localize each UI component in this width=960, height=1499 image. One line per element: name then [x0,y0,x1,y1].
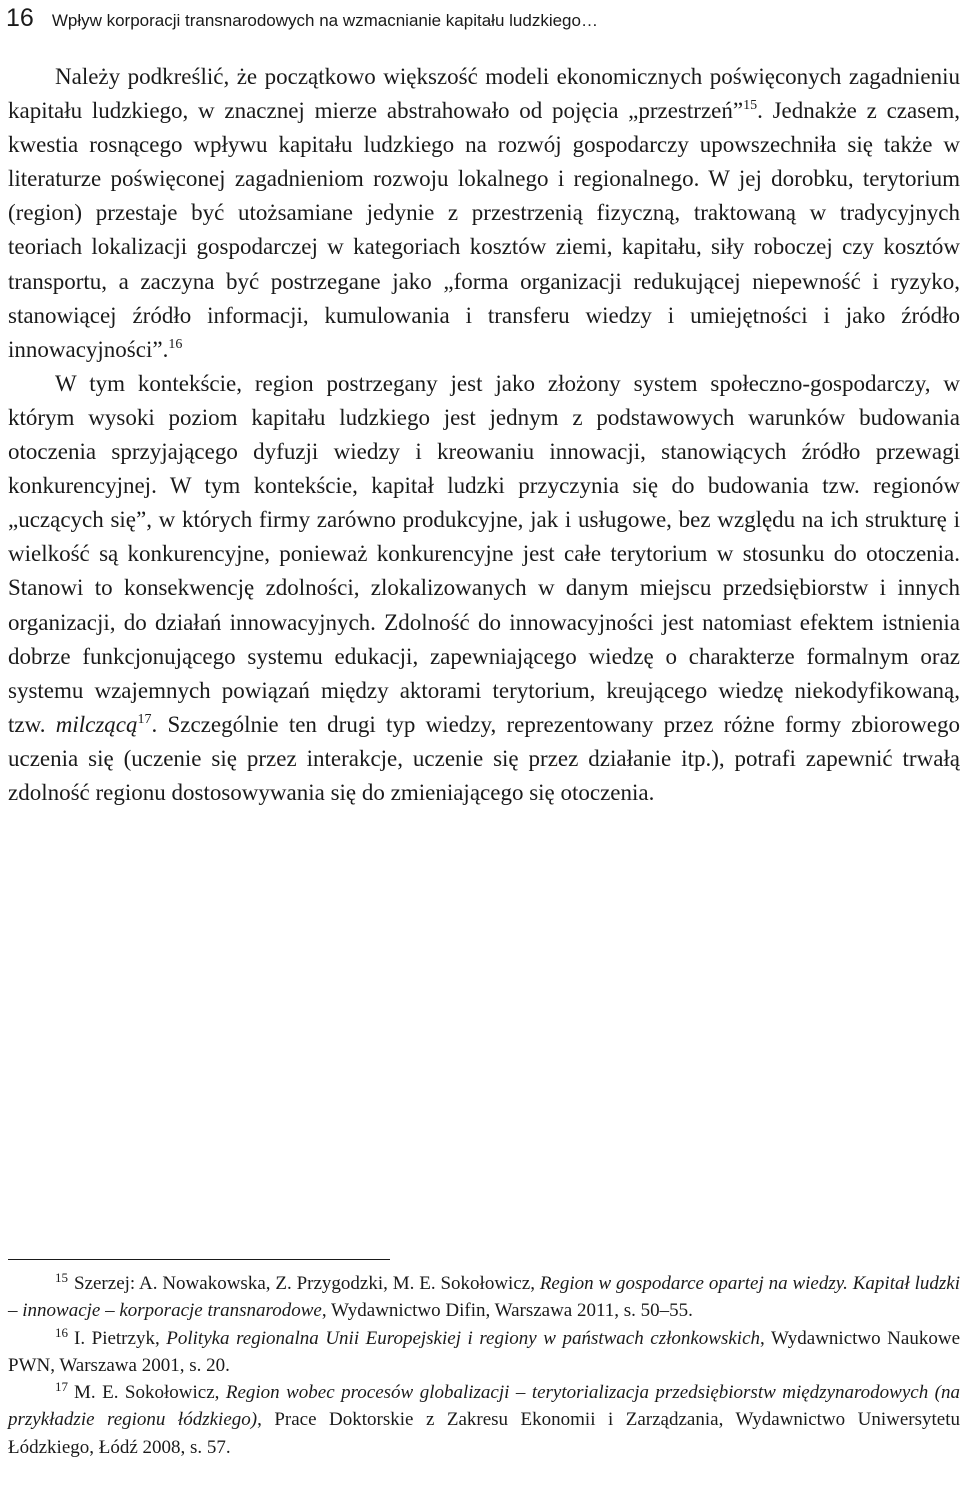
footnote-text: Szerzej: A. Nowakowska, Z. Przygodzki, M. E. Sokołowicz, [74,1273,540,1294]
footnote-title: Region wobec procesów globalizacji – terytorializacja przedsiębiorstw międzynarodowych (na przykładzie regionu łódzkiego) [8,1382,960,1431]
body-text [8,60,960,810]
footnote-15 [8,1270,960,1325]
footnote-ref-16: 16 [168,336,183,352]
italic-term: milczącą [55,711,138,737]
footnote-text: I. Pietrzyk, [74,1327,167,1349]
footnotes [8,1270,960,1461]
footnote-ref-15: 15 [743,98,758,114]
paragraph-text: Należy podkreślić, że początkowo większość modeli ekonomicznych poświęconych zagadnieniu kapitału ludzkiego, w znacznej mierze abstrahowało od pojęcia „przestrzeń” [8,64,960,124]
footnote-number: 16 [55,1324,68,1340]
footnote-text: M. E. Sokołowicz, [74,1382,226,1404]
footnote-title: Polityka regionalna Unii Europejskiej i regiony w państwach członkowskich [166,1327,761,1349]
footnote-text: , Wydawnictwo Naukowe PWN, Warszawa 2001, s. 20. [8,1327,960,1376]
footnote-title: Region w gospodarce opartej na wiedzy. Kapitał ludzki – innowacje – korporacje transnarodowe [8,1273,960,1322]
footnote-17 [8,1379,960,1461]
footnote-number: 15 [55,1270,68,1285]
page-number: 16 [6,4,34,32]
footnote-number: 17 [55,1379,68,1395]
footnote-text: , Prace Doktorskie z Zakresu Ekonomii i Zarządzania, Wydawnictwo Uniwersytetu Łódzkiego, Łódź 2008, s. 57. [8,1409,960,1458]
paragraph-text: . Jednakże z czasem, kwestia rosnącego wpływu kapitału ludzkiego na rozwój gospodarczy upowszechniła się także w literaturze poświęconej zagadnieniom rozwoju lokalnego i regionalnego. W jej dorobku, terytorium (region) przestaje być utożsamiane jedynie z przestrzenią fizyczną, traktowaną w tradycyjnych teoriach lokalizacji gospodarczej w kategoriach kosztów ziemi, kapitału, siły roboczej czy kosztów transportu, a zaczyna być postrzegane jako „forma organizacji redukującej niepewność i ryzyko, stanowiącej źródło informacji, kumulowania i transferu wiedzy i umiejętności i jako źródło innowacyjności”. [8,98,960,362]
page-header [6,0,598,36]
footnote-16 [8,1325,960,1380]
footnote-ref-17: 17 [137,711,152,727]
running-title: Wpływ korporacji transnarodowych na wzmacnianie kapitału ludzkiego… [51,11,598,30]
footnote-separator [8,1259,390,1260]
paragraph-2 [8,367,960,810]
footnote-text: , Wydawnictwo Difin, Warszawa 2011, s. 50–55. [321,1300,693,1322]
paragraph-text: W tym kontekście, region postrzegany jest jako złożony system społeczno-gospodarczy, w którym wysoki poziom kapitału ludzkiego jest jednym z podstawowych warunków budowania otoczenia sprzyjającego dyfuzji wiedzy i kreowaniu innowacji, stanowiących źródło przewagi konkurencyjnej. W tym kontekście, kapitał ludzki przyczynia się do budowania tzw. regionów „uczących się”, w których firmy zarówno produkcyjne, jak i usługowe, bez względu na ich strukturę i wielkość są konkurencyjne, ponieważ konkurencyjne jest całe terytorium w stosunku do otoczenia. Stanowi to konsekwencję zdolności, zlokalizowanych w danym miejscu przedsiębiorstw i innych organizacji, do działań innowacyjnych. Zdolność do innowacyjności jest natomiast efektem istnienia dobrze funkcjonującego systemu edukacji, zapewniającego wiedzę o charakterze formalnym oraz systemu wzajemnych powiązań między aktorami terytorium, kreującego wiedzę niekodyfikowaną, tzw. [8,370,960,737]
paragraph-1 [8,60,960,367]
paragraph-text: . Szczególnie ten drugi typ wiedzy, reprezentowany przez różne formy zbiorowego uczenia się (uczenie się przez interakcje, uczenie się przez działanie itp.), potrafi zapewnić trwałą zdolność regionu dostosowywania się do zmieniającego się otoczenia. [8,711,960,805]
